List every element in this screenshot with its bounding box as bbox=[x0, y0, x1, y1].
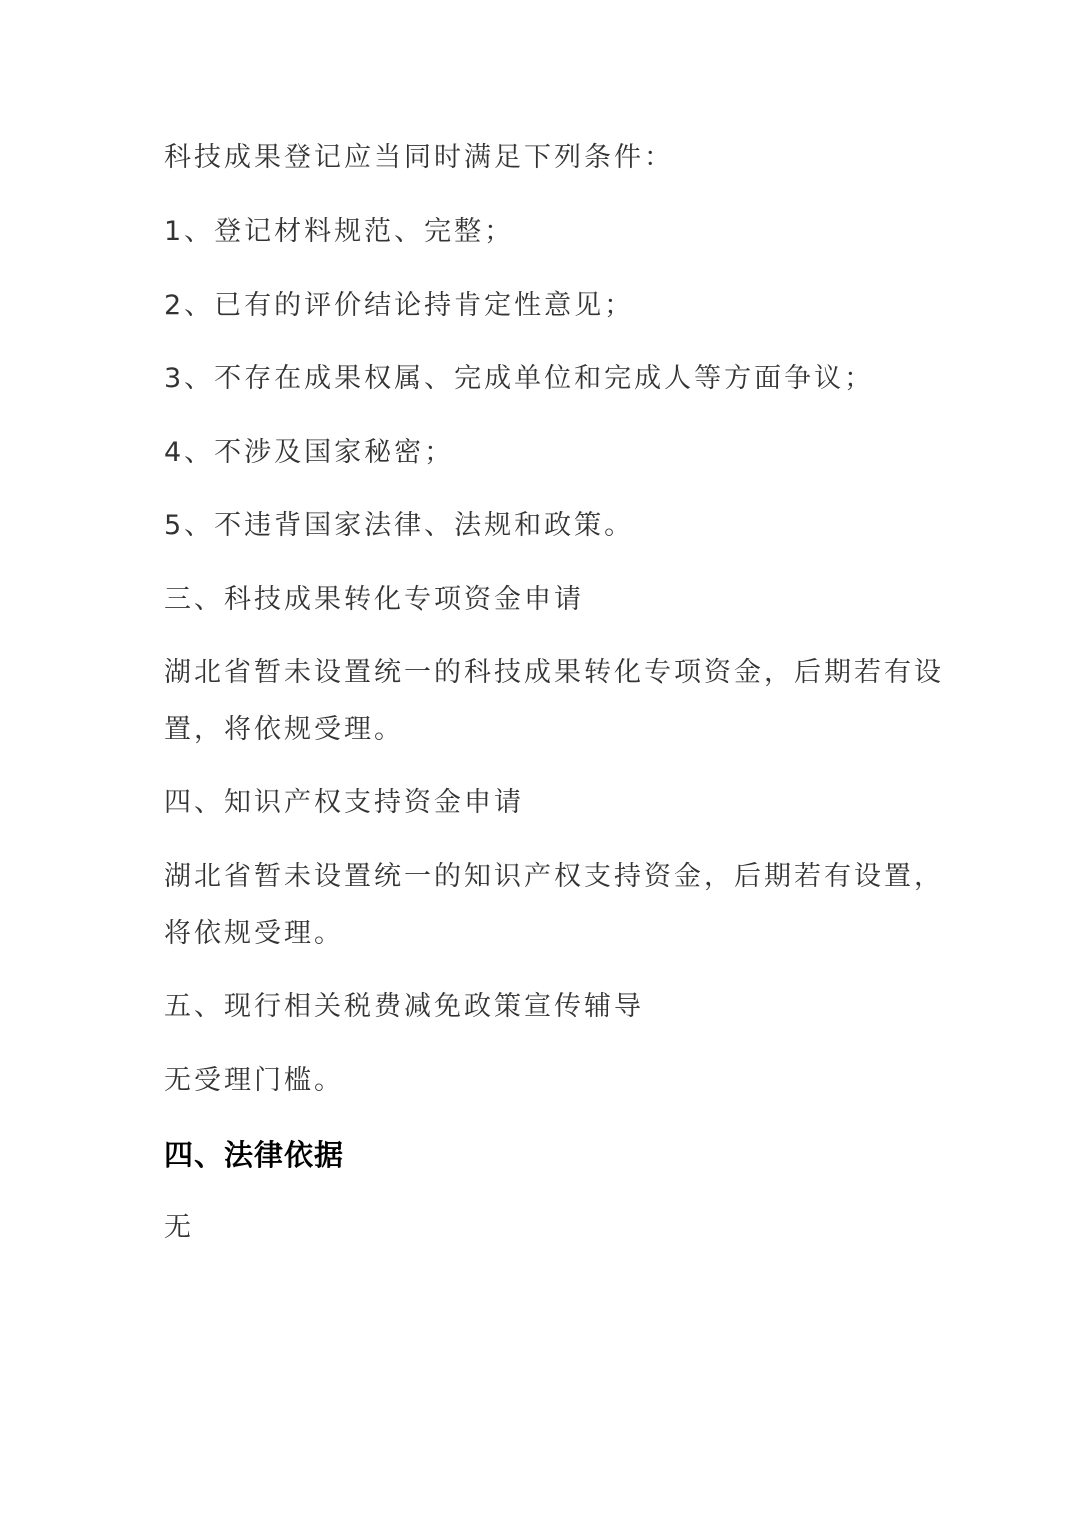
section-body-line: 将依规受理。 bbox=[164, 918, 344, 949]
condition-item: 2、已有的评价结论持肯定性意见； bbox=[164, 290, 635, 321]
section-body-line: 无受理门槛。 bbox=[164, 1065, 344, 1096]
section-title-funding: 三、科技成果转化专项资金申请 bbox=[164, 584, 584, 615]
section-body-line: 湖北省暂未设置统一的科技成果转化专项资金，后期若有设 bbox=[164, 657, 944, 688]
section-title-ip-funding: 四、知识产权支持资金申请 bbox=[164, 787, 524, 818]
section-body-line: 置，将依规受理。 bbox=[164, 714, 404, 745]
section-body-line: 湖北省暂未设置统一的知识产权支持资金，后期若有设置， bbox=[164, 861, 944, 892]
legal-basis-body: 无 bbox=[164, 1212, 194, 1243]
condition-item: 5、不违背国家法律、法规和政策。 bbox=[164, 510, 635, 541]
conditions-intro: 科技成果登记应当同时满足下列条件： bbox=[164, 142, 674, 173]
condition-item: 4、不涉及国家秘密； bbox=[164, 437, 455, 468]
legal-basis-heading: 四、法律依据 bbox=[164, 1138, 345, 1172]
condition-item: 1、登记材料规范、完整； bbox=[164, 216, 515, 247]
section-title-tax-policy: 五、现行相关税费减免政策宣传辅导 bbox=[164, 991, 644, 1022]
condition-item: 3、不存在成果权属、完成单位和完成人等方面争议； bbox=[164, 363, 875, 394]
